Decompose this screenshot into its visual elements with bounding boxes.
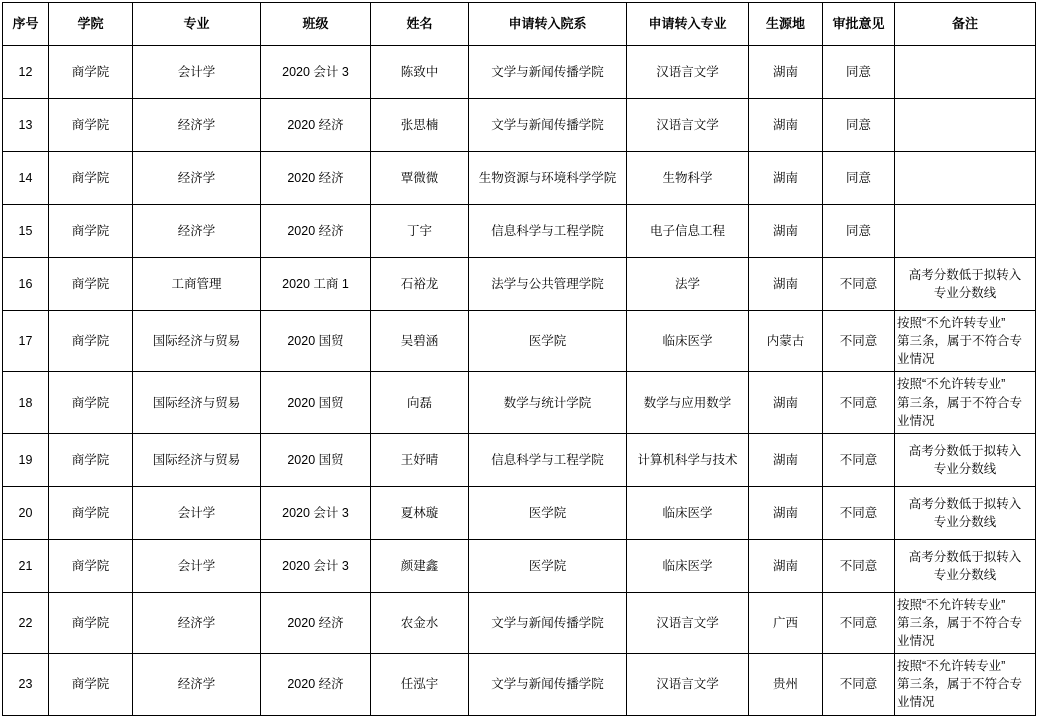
cell-origin: 广西 — [749, 592, 823, 653]
cell-target-major: 数学与应用数学 — [627, 372, 749, 433]
cell-origin: 湖南 — [749, 486, 823, 539]
cell-target-major: 电子信息工程 — [627, 205, 749, 258]
cell-no: 21 — [3, 539, 49, 592]
note-line: 高考分数低于拟转入 — [908, 267, 1022, 282]
cell-target-major: 临床医学 — [627, 311, 749, 372]
cell-origin: 湖南 — [749, 46, 823, 99]
cell-origin: 湖南 — [749, 99, 823, 152]
cell-decision: 不同意 — [823, 654, 895, 715]
cell-target-dept: 法学与公共管理学院 — [469, 258, 627, 311]
cell-class: 2020 经济 — [261, 654, 371, 715]
note-line: 第三条，属于不符合专 — [897, 677, 1023, 692]
cell-target-major: 法学 — [627, 258, 749, 311]
cell-major: 经济学 — [133, 99, 261, 152]
cell-target-dept: 医学院 — [469, 311, 627, 372]
cell-no: 14 — [3, 152, 49, 205]
table-row — [3, 311, 1036, 372]
cell-decision: 不同意 — [823, 372, 895, 433]
cell-no: 13 — [3, 99, 49, 152]
cell-name: 任泓宇 — [371, 654, 469, 715]
column-header-note: 备注 — [895, 3, 1036, 46]
cell-college: 商学院 — [49, 592, 133, 653]
column-header-college: 学院 — [49, 3, 133, 46]
cell-decision: 不同意 — [823, 258, 895, 311]
cell-origin: 湖南 — [749, 205, 823, 258]
cell-decision: 同意 — [823, 205, 895, 258]
cell-target-major: 汉语言文学 — [627, 592, 749, 653]
cell-target-dept: 文学与新闻传播学院 — [469, 654, 627, 715]
cell-note — [895, 99, 1036, 152]
cell-name: 张思楠 — [371, 99, 469, 152]
note-line: 专业分数线 — [933, 567, 997, 582]
cell-decision: 同意 — [823, 46, 895, 99]
column-header-decision: 审批意见 — [823, 3, 895, 46]
cell-target-dept: 文学与新闻传播学院 — [469, 46, 627, 99]
cell-class: 2020 工商 1 — [261, 258, 371, 311]
cell-target-dept: 数学与统计学院 — [469, 372, 627, 433]
cell-major: 会计学 — [133, 539, 261, 592]
cell-no: 15 — [3, 205, 49, 258]
cell-major: 经济学 — [133, 152, 261, 205]
note-line: 第三条，属于不符合专 — [897, 615, 1023, 630]
table-row — [3, 152, 1036, 205]
note-line: 专业分数线 — [933, 461, 997, 476]
cell-decision: 同意 — [823, 152, 895, 205]
cell-college: 商学院 — [49, 99, 133, 152]
note-line: 第三条，属于不符合专 — [897, 395, 1023, 410]
table-header — [3, 3, 1036, 46]
cell-major: 国际经济与贸易 — [133, 433, 261, 486]
cell-college: 商学院 — [49, 654, 133, 715]
cell-decision: 不同意 — [823, 592, 895, 653]
table-row — [3, 99, 1036, 152]
cell-target-dept: 医学院 — [469, 486, 627, 539]
cell-target-dept: 生物资源与环境科学学院 — [469, 152, 627, 205]
cell-note — [895, 152, 1036, 205]
note-line: 业情况 — [897, 413, 935, 428]
cell-major: 会计学 — [133, 486, 261, 539]
cell-name: 王妤晴 — [371, 433, 469, 486]
cell-college: 商学院 — [49, 152, 133, 205]
document-sheet — [0, 2, 1037, 710]
cell-class: 2020 经济 — [261, 152, 371, 205]
note-line: 专业分数线 — [933, 286, 997, 300]
cell-name: 丁宇 — [371, 205, 469, 258]
note-line: 高考分数低于拟转入 — [908, 496, 1022, 511]
note-line: 高考分数低于拟转入 — [908, 549, 1022, 564]
note-line: 按照“不允许转专业” — [897, 597, 1006, 612]
table-row — [3, 592, 1036, 653]
cell-origin: 贵州 — [749, 654, 823, 715]
cell-origin: 内蒙古 — [749, 311, 823, 372]
table-row — [3, 539, 1036, 592]
cell-note — [895, 205, 1036, 258]
note-line: 业情况 — [897, 695, 935, 710]
cell-origin: 湖南 — [749, 539, 823, 592]
table-row — [3, 433, 1036, 486]
cell-class: 2020 经济 — [261, 205, 371, 258]
cell-class: 2020 国贸 — [261, 311, 371, 372]
cell-target-dept: 信息科学与工程学院 — [469, 205, 627, 258]
cell-decision: 同意 — [823, 99, 895, 152]
note-line: 高考分数低于拟转入 — [908, 443, 1022, 458]
cell-class: 2020 会计 3 — [261, 46, 371, 99]
cell-target-major: 汉语言文学 — [627, 99, 749, 152]
cell-college: 商学院 — [49, 311, 133, 372]
cell-class: 2020 经济 — [261, 99, 371, 152]
cell-origin: 湖南 — [749, 433, 823, 486]
cell-no: 18 — [3, 372, 49, 433]
cell-target-major: 临床医学 — [627, 486, 749, 539]
cell-target-major: 计算机科学与技术 — [627, 433, 749, 486]
cell-college: 商学院 — [49, 46, 133, 99]
column-header-class: 班级 — [261, 3, 371, 46]
note-line: 第三条，属于不符合专 — [897, 334, 1023, 349]
column-header-target-major: 申请转入专业 — [627, 3, 749, 46]
note-line: 按照“不允许转专业” — [897, 377, 1006, 392]
transfer-applications-table — [2, 2, 1036, 716]
table-row — [3, 654, 1036, 715]
note-line: 业情况 — [897, 352, 935, 367]
cell-class: 2020 会计 3 — [261, 486, 371, 539]
cell-target-major: 临床医学 — [627, 539, 749, 592]
note-line: 按照“不允许转专业” — [897, 659, 1006, 674]
table-row — [3, 46, 1036, 99]
note-line: 业情况 — [897, 634, 935, 648]
cell-class: 2020 国贸 — [261, 372, 371, 433]
cell-note — [895, 539, 1036, 592]
cell-name: 颜建鑫 — [371, 539, 469, 592]
cell-college: 商学院 — [49, 258, 133, 311]
cell-target-dept: 文学与新闻传播学院 — [469, 99, 627, 152]
cell-target-major: 生物科学 — [627, 152, 749, 205]
cell-major: 会计学 — [133, 46, 261, 99]
cell-no: 22 — [3, 592, 49, 653]
table-row — [3, 372, 1036, 433]
cell-name: 陈致中 — [371, 46, 469, 99]
cell-college: 商学院 — [49, 433, 133, 486]
table-body — [3, 46, 1036, 716]
table-row — [3, 205, 1036, 258]
cell-target-dept: 医学院 — [469, 539, 627, 592]
table-header-row — [3, 3, 1036, 46]
cell-decision: 不同意 — [823, 486, 895, 539]
note-line: 专业分数线 — [933, 514, 997, 529]
cell-major: 国际经济与贸易 — [133, 311, 261, 372]
table-row — [3, 258, 1036, 311]
cell-target-dept: 信息科学与工程学院 — [469, 433, 627, 486]
cell-target-major: 汉语言文学 — [627, 46, 749, 99]
cell-note — [895, 433, 1036, 486]
cell-name: 夏林璇 — [371, 486, 469, 539]
column-header-origin: 生源地 — [749, 3, 823, 46]
cell-note — [895, 372, 1036, 433]
cell-decision: 不同意 — [823, 539, 895, 592]
cell-major: 经济学 — [133, 654, 261, 715]
column-header-name: 姓名 — [371, 3, 469, 46]
cell-class: 2020 经济 — [261, 592, 371, 653]
cell-college: 商学院 — [49, 539, 133, 592]
column-header-target-dept: 申请转入院系 — [469, 3, 627, 46]
note-line: 按照“不允许转专业” — [897, 316, 1006, 330]
cell-note — [895, 486, 1036, 539]
cell-target-major: 汉语言文学 — [627, 654, 749, 715]
cell-decision: 不同意 — [823, 433, 895, 486]
cell-major: 国际经济与贸易 — [133, 372, 261, 433]
cell-note — [895, 258, 1036, 311]
cell-note — [895, 592, 1036, 653]
column-header-no: 序号 — [3, 3, 49, 46]
cell-note — [895, 46, 1036, 99]
cell-college: 商学院 — [49, 205, 133, 258]
cell-target-dept: 文学与新闻传播学院 — [469, 592, 627, 653]
cell-name: 石裕龙 — [371, 258, 469, 311]
cell-note — [895, 654, 1036, 715]
cell-class: 2020 会计 3 — [261, 539, 371, 592]
cell-no: 19 — [3, 433, 49, 486]
cell-no: 16 — [3, 258, 49, 311]
cell-decision: 不同意 — [823, 311, 895, 372]
cell-major: 经济学 — [133, 592, 261, 653]
cell-origin: 湖南 — [749, 372, 823, 433]
cell-no: 20 — [3, 486, 49, 539]
cell-college: 商学院 — [49, 486, 133, 539]
cell-name: 覃微微 — [371, 152, 469, 205]
cell-note — [895, 311, 1036, 372]
cell-no: 17 — [3, 311, 49, 372]
cell-name: 农金水 — [371, 592, 469, 653]
cell-origin: 湖南 — [749, 258, 823, 311]
cell-class: 2020 国贸 — [261, 433, 371, 486]
column-header-major: 专业 — [133, 3, 261, 46]
cell-college: 商学院 — [49, 372, 133, 433]
cell-origin: 湖南 — [749, 152, 823, 205]
cell-name: 向磊 — [371, 372, 469, 433]
cell-major: 经济学 — [133, 205, 261, 258]
cell-no: 12 — [3, 46, 49, 99]
cell-no: 23 — [3, 654, 49, 715]
table-row — [3, 486, 1036, 539]
cell-major: 工商管理 — [133, 258, 261, 311]
cell-name: 吴碧涵 — [371, 311, 469, 372]
